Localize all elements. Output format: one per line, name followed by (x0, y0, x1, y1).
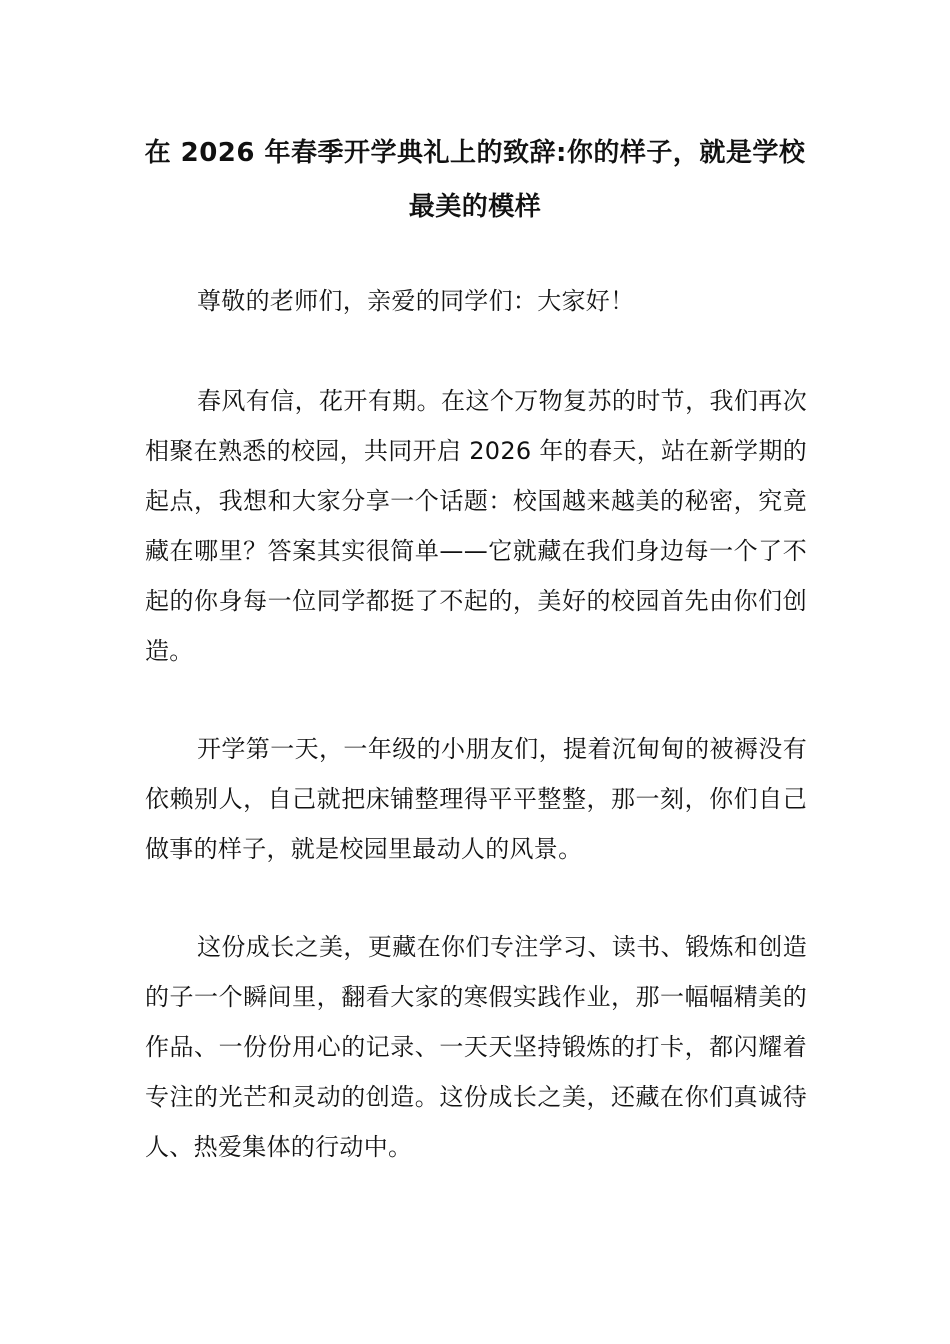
body-paragraph-2: 开学第一天，一年级的小朋友们，提着沉甸甸的被褥没有依赖别人，自己就把床铺整理得平平整整，那一刻，你们自己做事的样子，就是校园里最动人的风景。 (145, 735, 807, 863)
body-paragraph-1: 春风有信，花开有期。在这个万物复苏的时节，我们再次相聚在熟悉的校园，共同开启 2026 年的春天，站在新学期的起点，我想和大家分享一个话题：校国越来越美的秘密，究竟藏在哪里？答案其实很简单——它就藏在我们身边每一个了不起的你身每一位同学都挺了不起的，美好的校园首先由你们创造。 (145, 387, 807, 665)
document-title: 在 2026 年春季开学典礼上的致辞:你的样子，就是学校最美的模样 (144, 138, 806, 222)
body-paragraph-3: 这份成长之美，更藏在你们专注学习、读书、锻炼和创造的子一个瞬间里，翻看大家的寒假实践作业，那一幅幅精美的作品、一份份用心的记录、一天天坚持锻炼的打卡，都闪耀着专注的光芒和灵动的创造。这份成长之美，还藏在你们真诚待人、热爱集体的行动中。 (145, 933, 807, 1161)
greeting-paragraph: 尊敬的老师们，亲爱的同学们：大家好！ (197, 287, 635, 315)
